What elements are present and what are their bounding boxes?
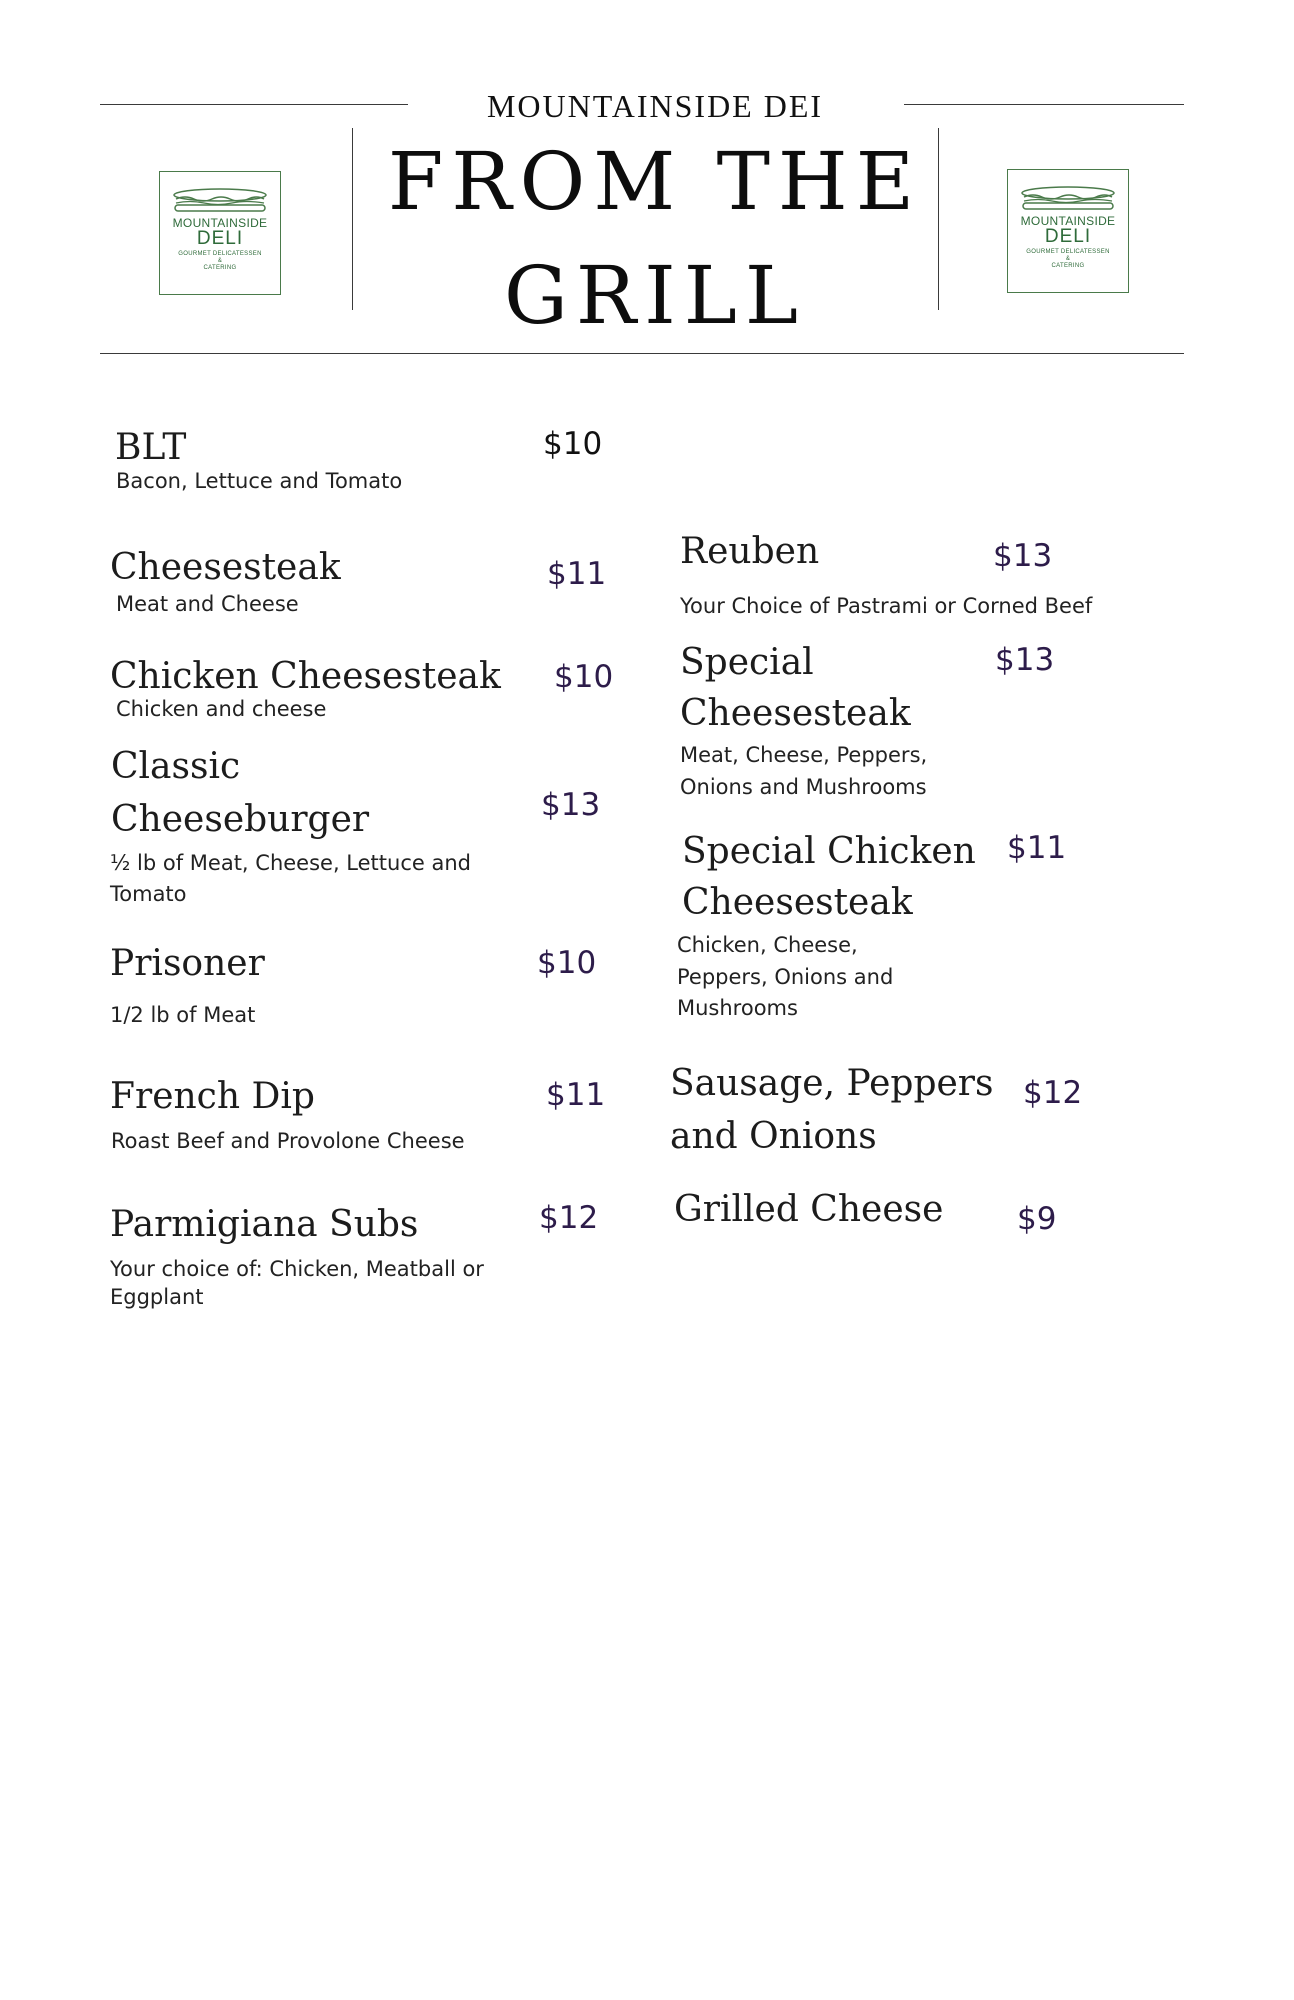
sandwich-icon: [1018, 184, 1118, 212]
menu-item-name-special-cheesesteak-line-2: Cheesesteak: [680, 693, 911, 734]
logo-sub-text-3: CATERING: [1051, 263, 1085, 270]
menu-item-name-classic-cheeseburger-line-1: Classic: [111, 746, 241, 787]
menu-item-description-special-chicken-cheesesteak-line-1: Chicken, Cheese,: [677, 933, 858, 957]
logo-left: [159, 171, 281, 295]
logo-main-text: DELI: [196, 228, 244, 249]
menu-item-name-special-cheesesteak-line-1: Special: [680, 642, 814, 683]
header-divider-left: [352, 128, 353, 310]
menu-item-description-prisoner: 1/2 lb of Meat: [110, 1003, 256, 1027]
menu-item-description-special-chicken-cheesesteak-line-2: Peppers, Onions and: [677, 965, 894, 989]
menu-item-price-grilled-cheese: $9: [1017, 1201, 1057, 1237]
menu-item-name-cheesesteak: Cheesesteak: [110, 547, 341, 588]
header-rule-bottom: [100, 353, 1184, 354]
header-rule-top-right: [904, 104, 1184, 105]
logo-right: [1007, 169, 1129, 293]
menu-item-name-prisoner: Prisoner: [110, 943, 265, 984]
restaurant-name: MOUNTAINSIDE DEI: [486, 88, 824, 124]
menu-item-description-special-cheesesteak-line-1: Meat, Cheese, Peppers,: [680, 743, 928, 767]
menu-item-name-special-chicken-cheesesteak-line-2: Cheesesteak: [682, 882, 913, 923]
menu-item-name-reuben: Reuben: [680, 531, 820, 572]
menu-item-name-classic-cheeseburger-line-2: Cheeseburger: [111, 799, 370, 840]
logo-top-text: MOUNTAINSIDE: [172, 216, 268, 230]
menu-item-price-prisoner: $10: [537, 945, 597, 981]
menu-item-description-cheesesteak: Meat and Cheese: [116, 592, 299, 616]
menu-item-description-parmigiana-subs-line-2: Eggplant: [110, 1285, 204, 1309]
menu-item-price-chicken-cheesesteak: $10: [554, 659, 614, 695]
header-rule-top-left: [100, 104, 408, 105]
logo-sub-text-1: GOURMET DELICATESSEN: [178, 250, 262, 257]
menu-item-name-sausage-peppers-line-1: Sausage, Peppers: [670, 1063, 994, 1104]
logo-sub-text-3: CATERING: [203, 265, 237, 272]
menu-item-name-french-dip: French Dip: [110, 1076, 315, 1117]
menu-item-price-cheesesteak: $11: [547, 556, 607, 592]
menu-item-description-special-chicken-cheesesteak-line-3: Mushrooms: [677, 996, 798, 1020]
menu-item-name-chicken-cheesesteak: Chicken Cheesesteak: [110, 656, 501, 697]
menu-item-price-parmigiana-subs: $12: [539, 1200, 599, 1236]
logo-main-text: DELI: [1044, 226, 1092, 247]
menu-item-description-parmigiana-subs-line-1: Your choice of: Chicken, Meatball or: [110, 1257, 484, 1281]
menu-item-description-classic-cheeseburger-line-1: ½ lb of Meat, Cheese, Lettuce and: [110, 851, 471, 875]
menu-item-description-special-cheesesteak-line-2: Onions and Mushrooms: [680, 775, 927, 799]
logo-sub-text-2: &: [1065, 256, 1071, 263]
page-title-line-1: FROM THE: [387, 135, 923, 228]
menu-item-description-blt: Bacon, Lettuce and Tomato: [116, 469, 403, 493]
menu-item-description-chicken-cheesesteak: Chicken and cheese: [116, 697, 327, 721]
menu-item-description-reuben: Your Choice of Pastrami or Corned Beef: [680, 594, 1093, 618]
logo-sub-text-2: &: [217, 258, 223, 265]
menu-item-price-classic-cheeseburger: $13: [541, 787, 601, 823]
menu-item-price-special-cheesesteak: $13: [995, 642, 1055, 678]
menu-item-name-sausage-peppers-line-2: and Onions: [670, 1116, 877, 1157]
menu-item-description-classic-cheeseburger-line-2: Tomato: [110, 882, 187, 906]
menu-item-price-special-chicken-cheesesteak: $11: [1007, 830, 1067, 866]
page-title-line-2: GRILL: [504, 249, 806, 342]
menu-item-price-reuben: $13: [993, 538, 1053, 574]
menu-item-price-sausage-peppers: $12: [1023, 1075, 1083, 1111]
menu-item-name-special-chicken-cheesesteak-line-1: Special Chicken: [682, 831, 976, 872]
menu-item-price-french-dip: $11: [546, 1077, 606, 1113]
menu-item-name-grilled-cheese: Grilled Cheese: [674, 1189, 944, 1230]
menu-item-name-parmigiana-subs: Parmigiana Subs: [110, 1204, 419, 1245]
menu-item-description-french-dip: Roast Beef and Provolone Cheese: [111, 1129, 465, 1153]
logo-sub-text-1: GOURMET DELICATESSEN: [1026, 248, 1110, 255]
logo-top-text: MOUNTAINSIDE: [1020, 214, 1116, 228]
menu-item-price-blt: $10: [543, 426, 603, 462]
menu-item-name-blt: BLT: [115, 427, 187, 468]
sandwich-icon: [170, 186, 270, 214]
